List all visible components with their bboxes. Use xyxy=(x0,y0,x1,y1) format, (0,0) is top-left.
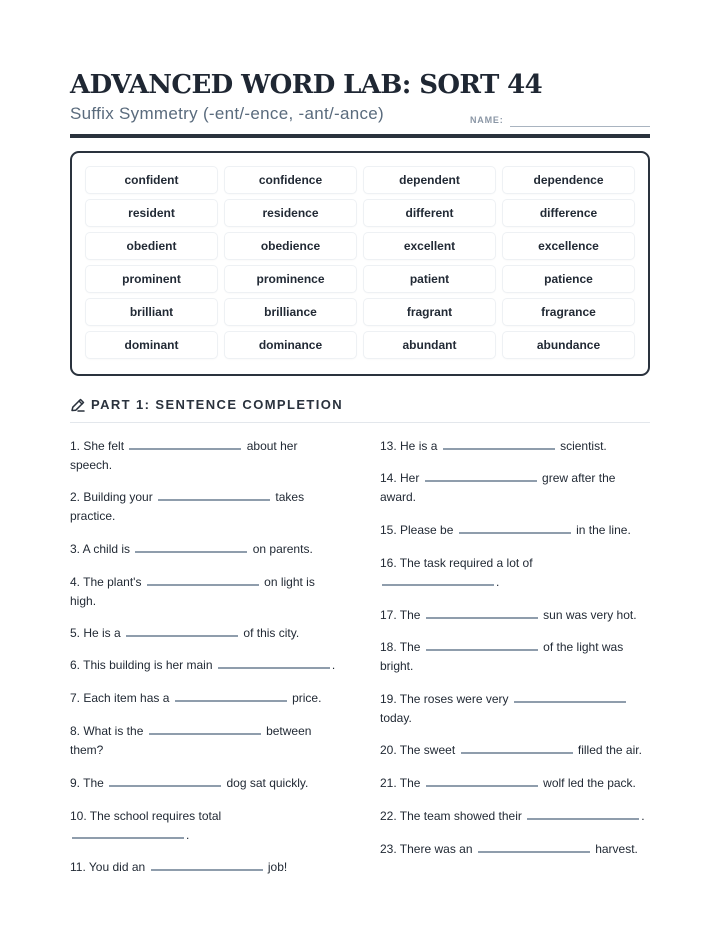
answer-blank[interactable] xyxy=(425,480,537,482)
question xyxy=(380,606,650,625)
word-card: residence xyxy=(225,200,356,226)
question-text: 13. He is a xyxy=(380,439,438,453)
answer-blank[interactable] xyxy=(443,448,555,450)
question-text-end: . xyxy=(186,827,190,842)
word-card: difference xyxy=(503,200,634,226)
question-text: 15. Please be xyxy=(380,523,454,537)
question xyxy=(70,689,340,708)
question-text-end: of the light was bright. xyxy=(380,640,624,673)
question-text: 19. The roses were very xyxy=(380,692,509,706)
question xyxy=(380,774,650,793)
word-card: excellent xyxy=(364,233,495,259)
question-text-end: price. xyxy=(292,691,322,705)
page-title: ADVANCED WORD LAB: SORT 44 xyxy=(70,70,543,100)
answer-blank[interactable] xyxy=(218,667,330,669)
question-text: 21. The xyxy=(380,776,421,790)
question xyxy=(70,656,340,675)
word-card: obedience xyxy=(225,233,356,259)
word-card: prominence xyxy=(225,266,356,292)
page-subtitle: Suffix Symmetry (-ent/-ence, -ant/-ance) xyxy=(70,104,385,123)
word-card: dependence xyxy=(503,167,634,193)
question-text: 23. There was an xyxy=(380,842,473,856)
question-text-end: in the line. xyxy=(576,523,631,537)
question xyxy=(380,638,650,675)
word-card: dominant xyxy=(86,332,217,358)
question-text-end: dog sat quickly. xyxy=(226,776,309,790)
question-text-end: today. xyxy=(380,710,412,725)
question-text: 22. The team showed their xyxy=(380,809,522,823)
part-1-header xyxy=(70,396,650,423)
question-text-end: . xyxy=(496,574,500,589)
question-text-end: on light is high. xyxy=(70,575,315,608)
question xyxy=(380,690,650,727)
answer-blank[interactable] xyxy=(426,617,538,619)
question-text: 16. The task required a lot of xyxy=(380,556,533,570)
worksheet-page xyxy=(70,0,650,932)
answer-blank[interactable] xyxy=(461,752,573,754)
question xyxy=(70,624,340,643)
question-text-end: . xyxy=(641,809,645,823)
question-text-end: of this city. xyxy=(243,626,300,640)
question-text-end: job! xyxy=(267,860,288,874)
question-text: 2. Building your xyxy=(70,490,153,504)
part-1-title: PART 1: SENTENCE COMPLETION xyxy=(91,397,344,412)
question xyxy=(70,722,340,759)
answer-blank[interactable] xyxy=(135,551,247,553)
question xyxy=(380,521,650,540)
question-text: 4. The plant's xyxy=(70,575,142,589)
header-divider xyxy=(70,134,650,138)
question xyxy=(70,573,340,610)
word-card: abundance xyxy=(503,332,634,358)
word-card: prominent xyxy=(86,266,217,292)
word-card: confident xyxy=(86,167,217,193)
word-card: patient xyxy=(364,266,495,292)
answer-blank[interactable] xyxy=(478,851,590,853)
question-text-end: wolf led the pack. xyxy=(543,776,636,790)
question-text: 3. A child is xyxy=(70,542,131,556)
word-card: brilliant xyxy=(86,299,217,325)
answer-blank[interactable] xyxy=(129,448,241,450)
question xyxy=(70,807,340,844)
question-text-end: . xyxy=(331,658,336,672)
answer-blank[interactable] xyxy=(514,701,626,703)
question-text: 7. Each item has a xyxy=(70,691,170,705)
answer-blank[interactable] xyxy=(72,837,184,839)
question xyxy=(70,858,340,877)
answer-blank[interactable] xyxy=(126,635,238,637)
name-field[interactable] xyxy=(510,126,650,127)
answer-blank[interactable] xyxy=(527,818,639,820)
question xyxy=(380,554,650,591)
question-text: 9. The xyxy=(70,776,104,790)
answer-blank[interactable] xyxy=(151,869,263,871)
word-card: excellence xyxy=(503,233,634,259)
answer-blank[interactable] xyxy=(109,785,221,787)
question-text: 5. He is a xyxy=(70,626,121,640)
name-label: NAME: xyxy=(470,115,504,125)
pencil-icon xyxy=(70,397,86,413)
answer-blank[interactable] xyxy=(158,499,270,501)
question xyxy=(380,437,650,456)
question-text-end: between them? xyxy=(70,724,312,757)
answer-blank[interactable] xyxy=(382,584,494,586)
question xyxy=(70,774,340,793)
question-text-end: grew after the award. xyxy=(380,471,616,504)
question-text: 20. The sweet xyxy=(380,743,456,757)
question xyxy=(380,807,650,826)
question xyxy=(380,469,650,506)
word-card: dependent xyxy=(364,167,495,193)
word-card: brilliance xyxy=(225,299,356,325)
answer-blank[interactable] xyxy=(149,733,261,735)
word-card: dominance xyxy=(225,332,356,358)
word-card: patience xyxy=(503,266,634,292)
question xyxy=(70,437,340,474)
question-text-end: filled the air. xyxy=(577,743,642,757)
question-text: 18. The xyxy=(380,640,421,654)
question-text: 10. The school requires total xyxy=(70,809,222,823)
word-bank xyxy=(70,151,650,376)
question-text: 6. This building is her main xyxy=(70,658,213,672)
question-text-end: scientist. xyxy=(560,439,607,453)
question-text-end: about her speech. xyxy=(70,439,298,472)
word-card: fragrant xyxy=(364,299,495,325)
word-card: obedient xyxy=(86,233,217,259)
question-text: 14. Her xyxy=(380,471,420,485)
question-text: 17. The xyxy=(380,608,421,622)
answer-blank[interactable] xyxy=(459,532,571,534)
answer-blank[interactable] xyxy=(426,785,538,787)
question-text: 11. You did an xyxy=(70,860,146,874)
question xyxy=(380,741,650,760)
question-text-end: on parents. xyxy=(252,542,313,556)
question-text-end: sun was very hot. xyxy=(543,608,637,622)
question xyxy=(70,488,340,525)
word-card: fragrance xyxy=(503,299,634,325)
answer-blank[interactable] xyxy=(147,584,259,586)
word-card: confidence xyxy=(225,167,356,193)
word-card: different xyxy=(364,200,495,226)
word-card: abundant xyxy=(364,332,495,358)
question xyxy=(70,540,340,559)
question-text-end: takes practice. xyxy=(70,490,305,523)
answer-blank[interactable] xyxy=(175,700,287,702)
question-text: 1. She felt xyxy=(70,439,125,453)
question-text: 8. What is the xyxy=(70,724,144,738)
question xyxy=(380,840,650,859)
word-bank-grid xyxy=(86,167,634,358)
word-card: resident xyxy=(86,200,217,226)
answer-blank[interactable] xyxy=(426,649,538,651)
question-text-end: harvest. xyxy=(595,842,638,856)
